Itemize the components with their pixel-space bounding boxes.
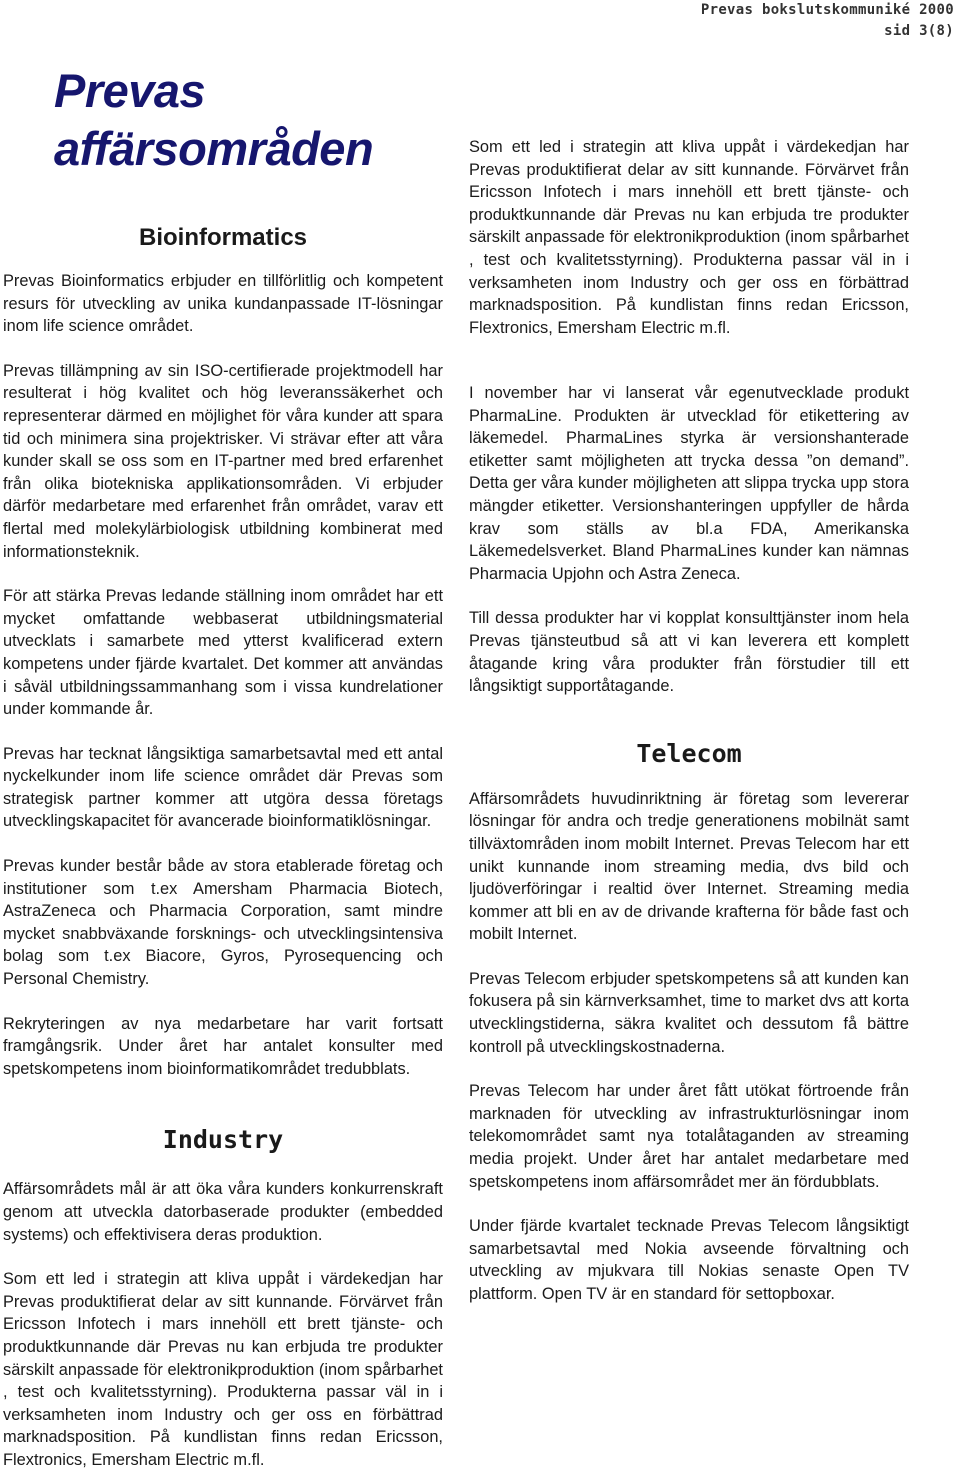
- page-header: [701, 0, 954, 42]
- industry-paragraph-continued-text: Som ett led i strategin att kliva uppåt i värdekedjan har Prevas produktifierat delar av sitt kunnande. Förvärvet från Ericsson Infotech i mars innehöll ett brett tjänste- och produktkunnande där Prevas nu kan erbjuda tre produkter särskilt anpassade för elektronikproduktion (inom spårbarhet , test och kvalitetsstyrning). Produkterna passar väl in i verksamheten inom Industry och ger oss en förbättrad marknadsposition. På kundlistan finns redan Ericsson, Flextronics, Emersham Electric m.fl.: [469, 138, 909, 337]
- industry-paragraph-continued: [469, 138, 909, 360]
- bioinformatics-heading: Bioinformatics: [138, 224, 308, 251]
- bioinformatics-paragraph: Rekryteringen av nya medarbetare har varit fortsatt framgångsrik. Under året har antalet konsulter med spetskompetens inom bioinformatikområdet tredubblats.: [3, 1014, 443, 1078]
- industry-paragraph: Affärsområdets mål är att öka våra kunders konkurrenskraft genom att utveckla datorbaserade produkter (embedded systems) och effektivisera deras produktion.: [3, 1180, 443, 1244]
- telecom-paragraph: Prevas Telecom har under året fått utökat förtroende från marknaden för utveckling av infrastrukturlösningar inom telekomområdet samt nya totalåtaganden av streaming media projekt. Under året har antalet medarbetare med spetskompetens inom affärsområdet mer än fördubblats.: [469, 1082, 909, 1191]
- industry-section-continued: [469, 138, 909, 698]
- bioinformatics-paragraph: Prevas kunder består både av stora etablerade företag och institutioner som t.ex Amersham Pharmacia Biotech, AstraZeneca och Pharmacia Corporation, samt mindre mycket snabbväxande forsknings- och utvecklingsintensiva bolag som t.ex Biacore, Gyros, Pyrosequencing och Personal Chemistry.: [3, 857, 443, 989]
- industry-heading: Industry: [162, 1125, 284, 1155]
- right-column: [469, 138, 909, 1328]
- telecom-paragraph: Affärsområdets huvudinriktning är företag som levererar lösningar för andra och tredje generationens mobilnät samt tillväxtområden inom mobilt Internet. Prevas Telecom har ett unikt kunnande inom streaming media, dvs bild och ljudöverföringar i realtid över Internet. Streaming media kommer att bli en av de drivande krafterna för både fast och mobilt Internet.: [469, 789, 909, 944]
- bioinformatics-paragraph: Prevas tillämpning av sin ISO-certifierade projektmodell har resulterat i hög kvalitet och hög leveranssäkerhet och representerar därmed en möjlighet för våra kunder att spara tid och minimera sina projektrisker. Vi strävar efter att våra kunder skall se oss som en IT-partner med bred erfarenhet från olika biotekniska applikationsområden. Vi erbjuder därför medarbetare med erfarenhet från området, varav ett flertal med molekylärbiologisk utbildning kombinerat med informationsteknik.: [3, 361, 443, 561]
- page-title-line1: Prevas: [54, 64, 206, 117]
- telecom-paragraph: Prevas Telecom erbjuder spetskompetens så att kunden kan fokusera på sin kärnverksamhet, time to market dvs att korta utvecklingstiderna, säkra kvalitet och dessutom få bättre kontroll på utvecklingskostnaderna.: [469, 969, 909, 1056]
- page-title: [54, 62, 373, 178]
- page-title-line2: affärsområden: [54, 122, 374, 175]
- bioinformatics-paragraph: Prevas har tecknat långsiktiga samarbetsavtal med ett antal nyckelkunder inom life science området där Prevas som strategisk partner kommer att utgöra dessa företags utvecklingskapacitet för avancerade bioinformatiklösningar.: [3, 744, 443, 831]
- bioinformatics-section: [3, 222, 443, 1080]
- telecom-section: [469, 738, 909, 1306]
- industry-paragraph: I november har vi lanserat vår egenutvecklade produkt PharmaLine. Produkten är utvecklad för etikettering av läkemedel. PharmaLines styrka är versionshanterade etiketter samt möjligheten att trycka dessa ”on demand”. Detta ger våra kunder möjligheten att slippa trycka upp stora mängder etiketter. Versionshanteringen uppfyller de hårda krav som ställs av bl.a FDA, Amerikanska Läkemedelsverket. Bland PharmaLines kunder kan nämnas Pharmacia Upjohn och Astra Zeneca.: [469, 384, 909, 583]
- industry-paragraph: Till dessa produkter har vi kopplat konsulttjänster inom hela Prevas tjänsteutbud så att vi kan leverera ett komplett åtagande kring våra produkter från förstudier till ett långsiktigt supportåtagande.: [469, 609, 909, 696]
- header-report-title: Prevas bokslutskommuniké 2000: [700, 2, 954, 18]
- left-column: [3, 222, 443, 1469]
- bioinformatics-paragraph: För att stärka Prevas ledande ställning inom området har ett mycket omfattande webbaserat utbildningsmaterial utvecklats i samarbete med ytterst kvalificerad extern kompetens under fjärde kvartalet. Det kommer att användas i såväl utbildningssammanhang som i vissa kundrelationer under kommande år.: [3, 587, 443, 719]
- bioinformatics-paragraph: Prevas Bioinformatics erbjuder en tillförlitlig och kompetent resurs för utveckling av unika kundanpassade IT-lösningar inom life science området.: [3, 272, 443, 336]
- header-page-number: sid 3(8): [884, 23, 954, 39]
- telecom-paragraph: Under fjärde kvartalet tecknade Prevas Telecom långsiktigt samarbetsavtal med Nokia avseende förvaltning och utveckling av mjukvara till Nokias senaste Open TV plattform. Open TV är en standard för settopboxar.: [469, 1217, 909, 1303]
- industry-section: [3, 1124, 443, 1469]
- telecom-heading: Telecom: [636, 738, 742, 768]
- industry-paragraph: Som ett led i strategin att kliva uppåt i värdekedjan har Prevas produktifierat delar av sitt kunnande. Förvärvet från Ericsson Infotech i mars innehöll ett brett tjänste- och produktkunnande där Prevas nu kan erbjuda tre produkter särskilt anpassade för elektronikproduktion (inom spårbarhet , test och kvalitetsstyrning). Produkterna passar väl in i verksamheten inom Industry och ger oss en förbättrad marknadsposition. På kundlistan finns redan Ericsson, Flextronics, Emersham Electric m.fl.: [3, 1270, 443, 1469]
